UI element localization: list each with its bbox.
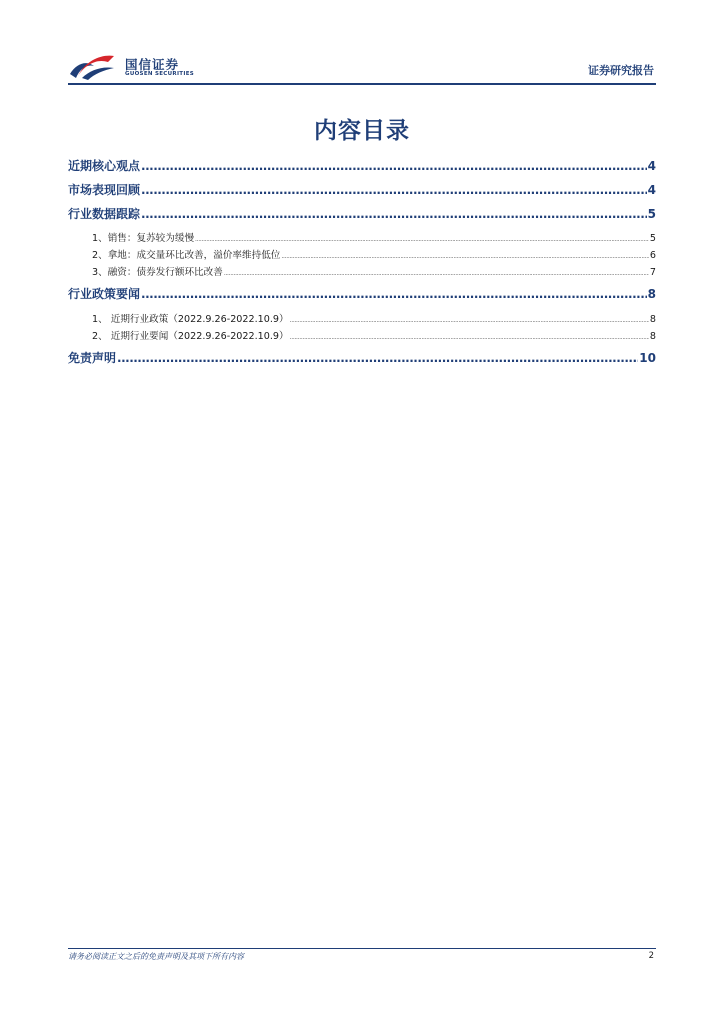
toc-entry-financing[interactable] [68,264,656,278]
toc-title: 内容目录 [314,118,410,144]
toc-dot-leader [141,207,647,221]
footer-disclaimer: 请务必阅读正文之后的免责声明及其项下所有内容 [68,952,244,961]
toc-entry-label: 近期核心观点 [68,159,141,173]
toc-entry-page: 8 [649,331,656,342]
toc-entry-label: 1、销售：复苏较为缓慢 [92,233,195,244]
toc-entry-sales[interactable] [68,230,656,244]
toc-dot-leader [290,334,649,341]
toc-entry-recent-news[interactable] [68,328,656,342]
toc-dot-leader [290,317,649,324]
logo-english-name: GUOSEN SECURITIES [125,71,195,77]
toc-entry-label: 1、 近期行业政策（2022.9.26-2022.10.9） [92,314,289,325]
toc-dot-leader [281,253,649,260]
toc-entry-label: 2、拿地：成交量环比改善，溢价率维持低位 [92,250,281,261]
guosen-logo-mark-icon [68,52,118,82]
header-divider [68,83,656,85]
toc-dot-leader [141,287,647,301]
toc-entry-page: 6 [649,250,656,261]
page-number: 2 [648,951,654,961]
toc-entry-page: 10 [639,351,656,365]
toc-entry-page: 4 [647,183,656,197]
toc-entry-label: 行业政策要闻 [68,287,141,301]
toc-entry-label: 免责声明 [68,351,117,365]
toc-dot-leader [141,183,647,197]
toc-dot-leader [195,236,649,243]
toc-entry-core-views[interactable] [68,157,656,174]
guosen-logo [68,52,208,82]
toc-entry-label: 行业数据跟踪 [68,207,141,221]
toc-entry-page: 5 [649,233,656,244]
toc-entry-page: 7 [649,267,656,278]
toc-dot-leader [141,159,647,173]
toc-entry-land[interactable] [68,247,656,261]
toc-entry-page: 8 [647,287,656,301]
toc-dot-leader [117,351,638,365]
footer-divider [68,948,656,949]
toc-entry-page: 4 [647,159,656,173]
page-header [68,52,656,86]
toc-entry-page: 5 [647,207,656,221]
toc-entry-disclaimer[interactable] [68,349,656,366]
toc-entry-page: 8 [649,314,656,325]
toc-entry-label: 2、 近期行业要闻（2022.9.26-2022.10.9） [92,331,289,342]
toc-entry-label: 市场表现回顾 [68,183,141,197]
toc-entry-market-review[interactable] [68,181,656,198]
toc-entry-recent-policy[interactable] [68,311,656,325]
report-type-label: 证券研究报告 [588,64,654,77]
toc-entry-label: 3、融资：债券发行额环比改善 [92,267,223,278]
toc-entry-industry-data[interactable] [68,205,656,222]
toc-entry-policy-news[interactable] [68,285,656,302]
logo-chinese-name: 国信证券 [125,57,180,72]
toc-dot-leader [224,270,649,277]
